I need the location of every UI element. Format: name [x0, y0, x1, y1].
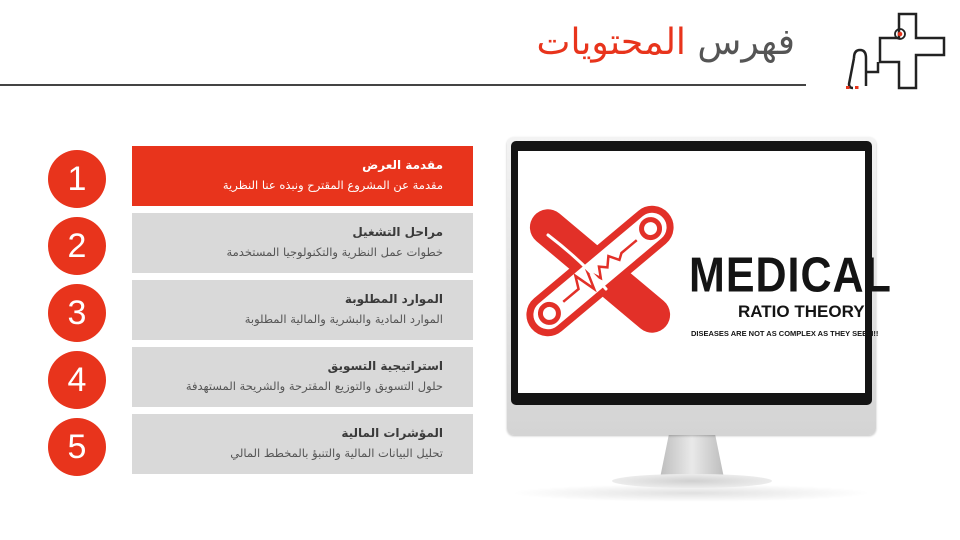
contents-item-financial[interactable]	[132, 414, 473, 474]
contents-item-title: مراحل التشغيل	[352, 225, 443, 239]
contents-item-title: المؤشرات المالية	[341, 426, 443, 440]
title-divider	[0, 84, 806, 86]
item-number-badge: 3	[48, 284, 106, 342]
title-word-contents: المحتويات	[536, 22, 686, 63]
contents-item-title: استراتيجية التسويق	[327, 359, 443, 373]
monitor-stand-base	[612, 474, 772, 488]
brand-tagline: DISEASES ARE NOT AS COMPLEX AS THEY SEEM!!	[691, 329, 879, 338]
contents-item-resources[interactable]	[132, 280, 473, 340]
brand-name: MEDICAL	[689, 248, 892, 304]
contents-item-marketing[interactable]	[132, 347, 473, 407]
monitor-bezel	[511, 141, 892, 405]
title-word-index: فهرس	[697, 22, 795, 63]
monitor-screen	[518, 151, 892, 393]
item-number-badge: 5	[48, 418, 106, 476]
item-number-badge: 1	[48, 150, 106, 208]
contents-item-description: مقدمة عن المشروع المقترح ونبذه عنا النظرية	[222, 178, 443, 192]
brand-subtitle: RATIO THEORY	[738, 302, 865, 321]
contents-item-intro[interactable]	[132, 146, 473, 206]
contents-item-description: تحليل البيانات المالية والتنبؤ بالمخطط المالي	[230, 446, 443, 460]
item-number-badge: 2	[48, 217, 106, 275]
contents-item-title: الموارد المطلوبة	[344, 292, 443, 306]
contents-item-description: حلول التسويق والتوزيع المقترحة والشريحة المستهدفة	[185, 379, 443, 393]
page-title	[537, 18, 795, 68]
monitor-stand	[660, 434, 724, 478]
crossed-bandages-x-icon	[522, 201, 678, 341]
contents-item-title: مقدمة العرض	[362, 158, 443, 172]
contents-item-operation[interactable]	[132, 213, 473, 273]
contents-item-description: الموارد المادية والبشرية والمالية المطلوبة	[244, 312, 443, 326]
monitor-frame	[507, 137, 892, 435]
contents-item-description: خطوات عمل النظرية والتكنولوجيا المستخدمة	[226, 245, 443, 259]
item-number-badge: 4	[48, 351, 106, 409]
cross-with-stethoscope-icon	[838, 10, 950, 92]
